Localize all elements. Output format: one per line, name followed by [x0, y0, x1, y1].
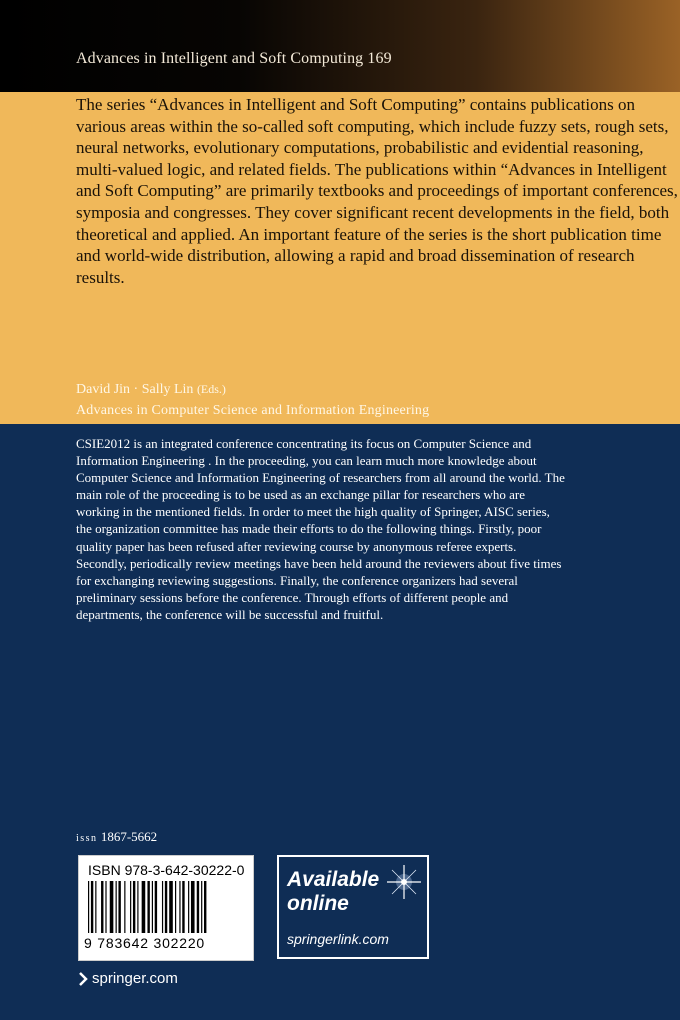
barcode-bar	[133, 881, 135, 933]
barcode-digits: 9 783642 302220	[84, 935, 205, 951]
barcode-bar	[169, 881, 173, 933]
barcode-bar	[191, 881, 195, 933]
barcode-bar	[188, 881, 189, 933]
isbn-text: ISBN 978-3-642-30222-0	[88, 862, 245, 878]
barcode-bar	[95, 881, 96, 933]
sparkle-icon	[381, 859, 427, 905]
issn-label: issn	[76, 833, 98, 844]
barcode-bar	[197, 881, 199, 933]
barcode-bar	[165, 881, 167, 933]
book-title: Advances in Computer Science and Information Engineering	[76, 403, 430, 418]
barcode-bar	[152, 881, 153, 933]
book-blurb: CSIE2012 is an integrated conference concentrating its focus on Computer Science and Information Engineering . In the proceeding, you can learn much more knowledge about Computer Science and Information Engineering of researchers from all around the world. The main role of the proceeding is to be used as an exchange pillar for researchers who are working in the mentioned fields. In order to meet the high quality of Springer, AISC series, the organization committee has made their efforts to do the following things. Firstly, poor quality paper has been refused after reviewing course by anonymous referee experts. Secondly, periodically review meetings have been held around the reviewers about five times for exchanging reviewing suggestions. Finally, the conference organizers had several preliminary sessions before the conference. Through efforts of different people and departments, the conference will be successful and fruitful.	[76, 436, 565, 622]
barcode-bar	[204, 881, 206, 933]
barcode-bar	[130, 881, 131, 933]
barcode-bar	[155, 881, 157, 933]
issn	[76, 829, 157, 845]
barcode-bar	[118, 881, 120, 933]
barcode-bar	[116, 881, 117, 933]
barcode-bar	[175, 881, 176, 933]
barcode-bar	[147, 881, 149, 933]
publisher-url[interactable]: springer.com	[92, 970, 178, 987]
barcode-bar	[110, 881, 114, 933]
chevron-right-icon	[78, 972, 88, 986]
author-names: David Jin · Sally Lin	[76, 382, 194, 397]
barcode-bar	[91, 881, 93, 933]
barcode-bar	[124, 881, 125, 933]
barcode-bar	[162, 881, 163, 933]
springerlink-url[interactable]: springerlink.com	[287, 931, 389, 947]
series-description: The series “Advances in Intelligent and Soft Computing” contains publications on various areas within the so-called soft computing, which include fuzzy sets, rough sets, neural networks, evolutionary computations, probabilistic and evidential reasoning, multi-valued logic, and related fields. The publications within “Advances in Intelligent and Soft Computing” are primarily textbooks and proceedings of important conferences, symposia and congresses. They cover significant recent developments in the field, both theoretical and applied. An important feature of the series is the short publication time and world-wide distribution, allowing a rapid and broad dissemination of research results.	[76, 95, 678, 287]
series-title: Advances in Intelligent and Soft Computing 169	[76, 50, 392, 67]
authors	[76, 382, 226, 398]
available-online-title: Available online	[287, 868, 380, 915]
editors-note: (Eds.)	[196, 382, 226, 396]
barcode	[88, 881, 246, 933]
barcode-bar	[179, 881, 180, 933]
barcode-bar	[142, 881, 146, 933]
top-banner	[0, 0, 680, 92]
barcode-bar	[201, 881, 202, 933]
barcode-bar	[182, 881, 184, 933]
barcode-bar	[101, 881, 103, 933]
barcode-bar	[105, 881, 106, 933]
barcode-bar	[88, 881, 89, 933]
barcode-bar	[137, 881, 138, 933]
issn-number: 1867-5662	[100, 829, 158, 844]
